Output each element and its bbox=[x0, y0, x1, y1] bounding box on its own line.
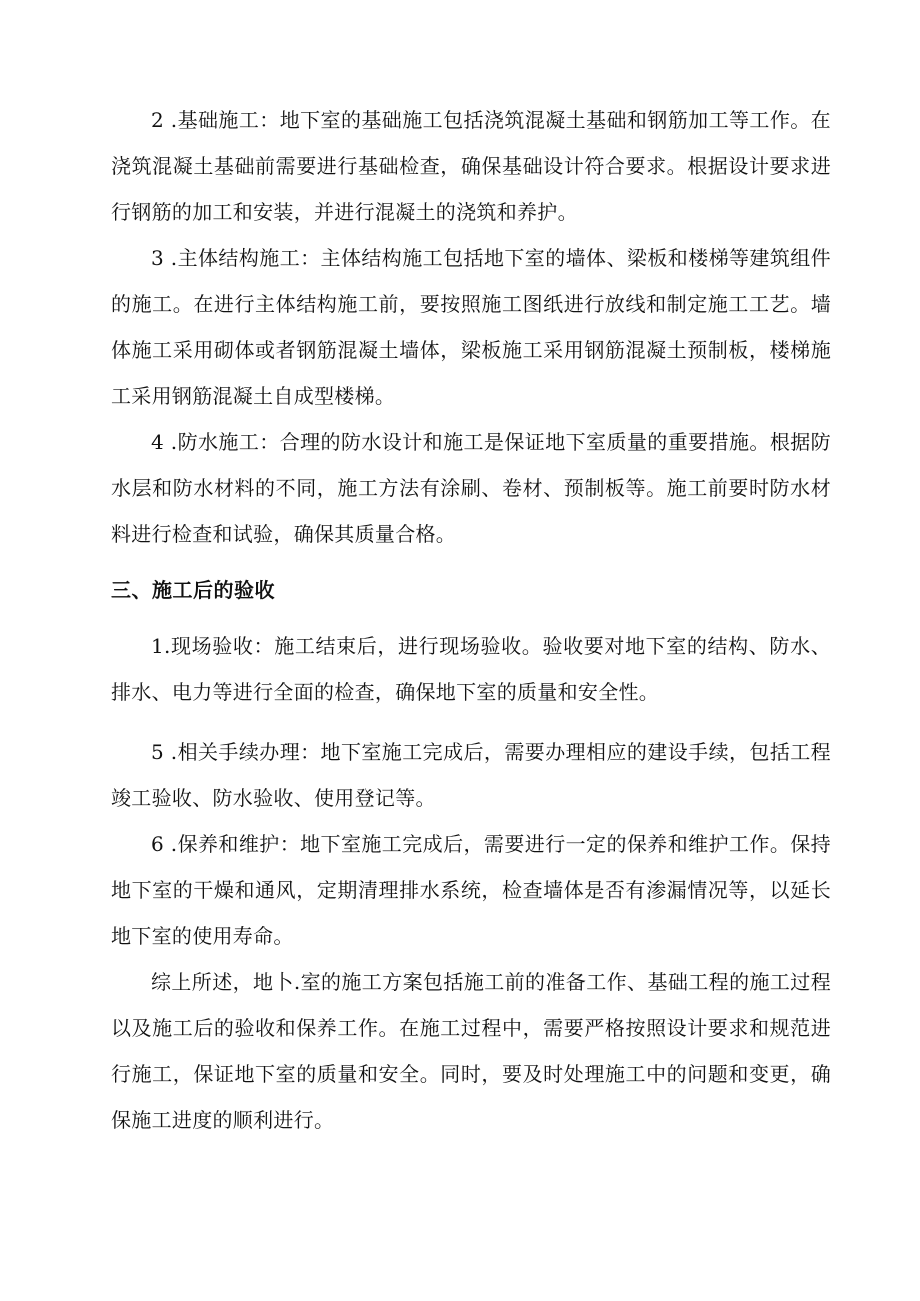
paragraph-main-structure-construction: 3 .主体结构施工：主体结构施工包括地下室的墙体、梁板和楼梯等建筑组件的施工。在进行主体结构施工前，要按照施工图纸进行放线和制定施工工艺。墙体施工采用砌体或者钢筋混凝土墙体，梁板施工采用钢筋混凝土预制板，楼梯施工采用钢筋混凝土自成型楼梯。 bbox=[111, 246, 831, 408]
paragraph-summary: 综上所述，地卜.室的施工方案包括施工前的准备工作、基础工程的施工过程以及施工后的验收和保养工作。在施工过程中，需要严格按照设计要求和规范进行施工，保证地下室的质量和安全。同时，要及时处理施工中的问题和变更，确保施工进度的顺利进行。 bbox=[111, 970, 831, 1132]
paragraph-waterproofing-construction: 4 .防水施工：合理的防水设计和施工是保证地下室质量的重要措施。根据防水层和防水材料的不同，施工方法有涂刷、卷材、预制板等。施工前要时防水材料进行检查和试验，确保其质量合格。 bbox=[111, 430, 831, 546]
paragraph-maintenance: 6 .保养和维护：地下室施工完成后，需要进行一定的保养和维护工作。保持地下室的干燥和通风，定期清理排水系统，检查墙体是否有渗漏情况等，以延长地下室的使用寿命。 bbox=[111, 832, 831, 948]
paragraph-foundation-construction: 2 .基础施工：地下室的基础施工包括浇筑混凝土基础和钢筋加工等工作。在浇筑混凝土基础前需要进行基础检查，确保基础设计符合要求。根据设计要求进行钢筋的加工和安装，并进行混凝土的浇筑和养护。 bbox=[111, 108, 831, 224]
paragraph-site-acceptance: 1.现场验收：施工结束后，进行现场验收。验收要对地下室的结构、防水、排水、电力等进行全面的检查，确保地下室的质量和安全性。 bbox=[111, 634, 831, 704]
section-heading-post-construction-acceptance: 三、施工后的验收 bbox=[111, 578, 275, 602]
paragraph-related-procedures: 5 .相关手续办理：地下室施工完成后，需要办理相应的建设手续，包括工程竣工验收、防水验收、使用登记等。 bbox=[111, 740, 831, 810]
